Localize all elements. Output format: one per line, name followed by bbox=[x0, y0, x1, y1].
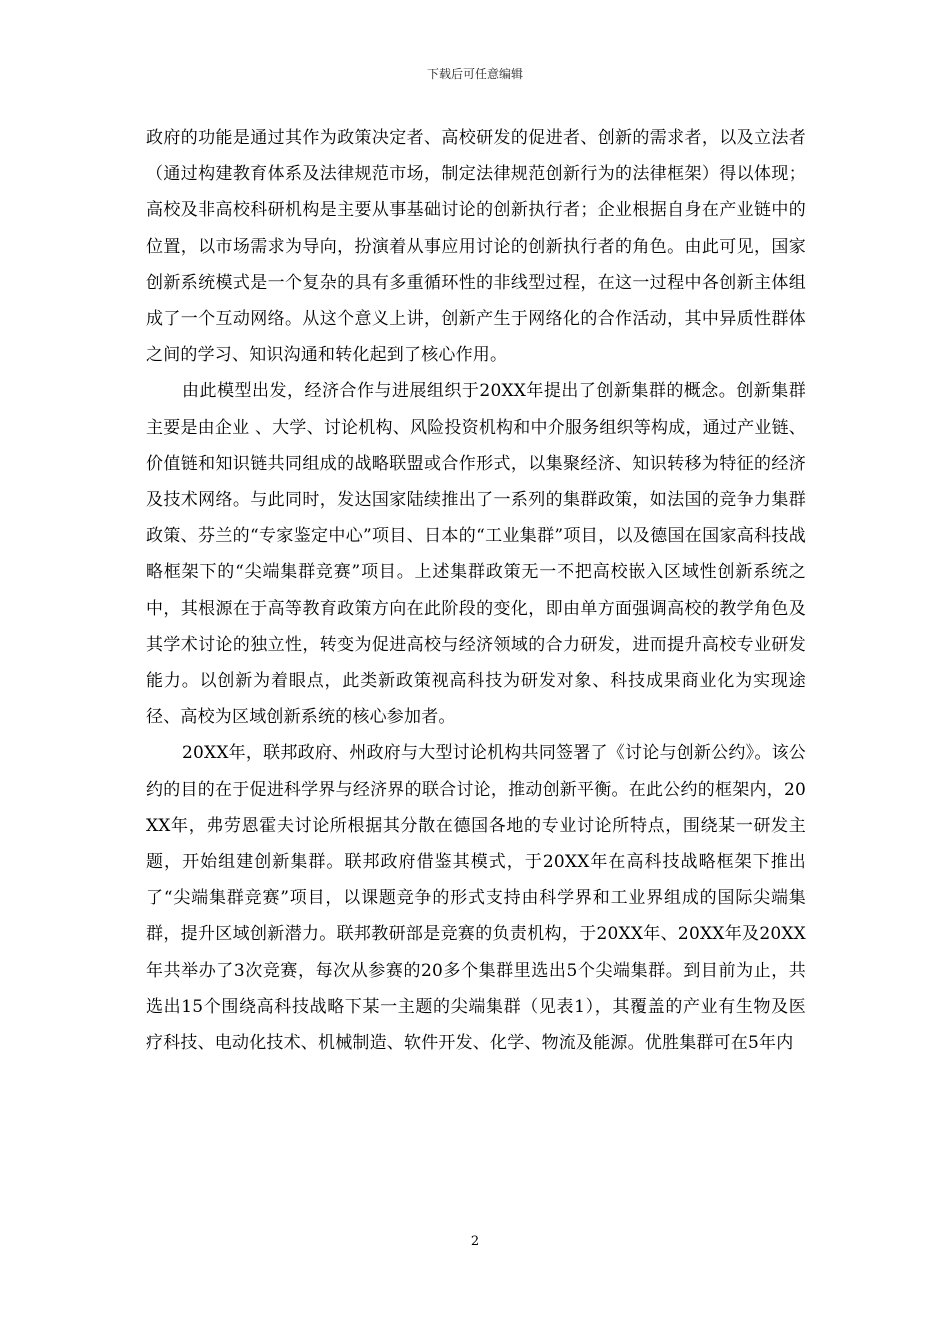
paragraph-2: 由此模型出发，经济合作与进展组织于20XX年提出了创新集群的概念。创新集群主要是由企业 、大学、讨论机构、风险投资机构和中介服务组织等构成，通过产业链、价值链和知识链共同组成的战略联盟或合作形式，以集聚经济、知识转移为特征的经济及技术网络。与此同时，发达国家陆续推出了一系列的集群政策，如法国的竞争力集群政策、芬兰的“专家鉴定中心”项目、日本的“工业集群”项目，以及德国在国家高科技战略框架下的“尖端集群竞赛”项目。上述集群政策无一不把高校嵌入区域性创新系统之中，其根源在于高等教育政策方向在此阶段的变化，即由单方面强调高校的教学角色及其学术讨论的独立性，转变为促进高校与经济领域的合力研发，进而提升高校专业研发能力。以创新为着眼点，此类新政策视高科技为研发对象、科技成果商业化为实现途径、高校为区域创新系统的核心参加者。 bbox=[146, 381, 806, 728]
document-body bbox=[146, 120, 806, 1061]
paragraph-3: 20XX年，联邦政府、州政府与大型讨论机构共同签署了《讨论与创新公约》。该公约的目的在于促进科学界与经济界的联合讨论，推动创新平衡。在此公约的框架内，20XX年，弗劳恩霍夫讨论所根据其分散在德国各地的专业讨论所特点，围绕某一研发主题，开始组建创新集群。联邦政府借鉴其模式，于20XX年在高科技战略框架下推出了“尖端集群竞赛”项目，以课题竞争的形式支持由科学界和工业界组成的国际尖端集群，提升区域创新潜力。联邦教研部是竞赛的负责机构，于20XX年、20XX年及20XX年共举办了3次竞赛，每次从参赛的20多个集群里选出5个尖端集群。到目前为止，共选出15个围绕高科技战略下某一主题的尖端集群（见表1），其覆盖的产业有生物及医疗科技、电动化技术、机械制造、软件开发、化学、物流及能源。优胜集群可在5年内 bbox=[146, 743, 806, 1054]
page-header: 下载后可任意编辑 bbox=[426, 67, 523, 81]
page-number: 2 bbox=[470, 1234, 480, 1249]
paragraph-1: 政府的功能是通过其作为政策决定者、高校研发的促进者、创新的需求者，以及立法者（通过构建教育体系及法律规范市场，制定法律规范创新行为的法律框架）得以体现；高校及非高校科研机构是主要从事基础讨论的创新执行者；企业根据自身在产业链中的位置，以市场需求为导向，扮演着从事应用讨论的创新执行者的角色。由此可见，国家创新系统模式是一个复杂的具有多重循环性的非线型过程，在这一过程中各创新主体组成了一个互动网络。从这个意义上讲，创新产生于网络化的合作活动，其中异质性群体之间的学习、知识沟通和转化起到了核心作用。 bbox=[146, 128, 806, 366]
